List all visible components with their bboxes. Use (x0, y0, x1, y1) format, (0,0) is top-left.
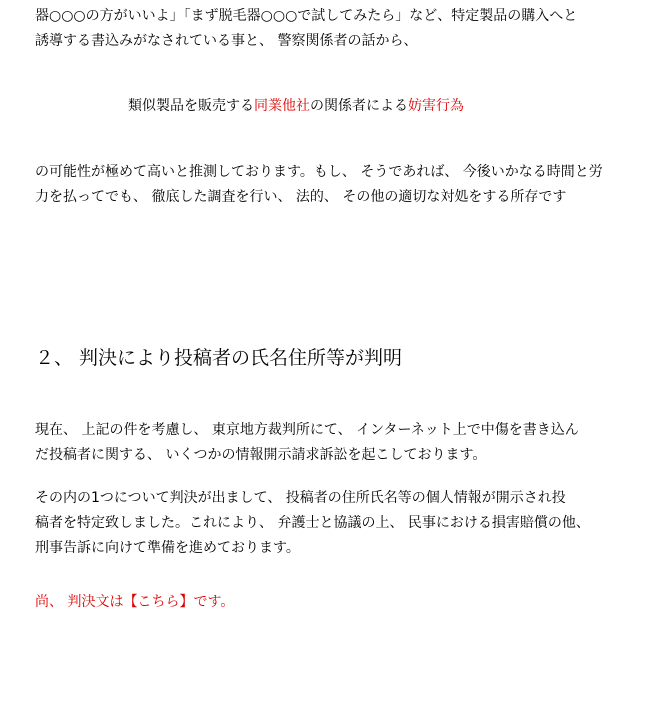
lawsuit-line-2: だ投稿者に関する、 いくつかの情報開示請求訴訟を起こしております。 (35, 447, 487, 463)
emphasis-highlight-competitor: 同業他社 (254, 98, 310, 114)
judgment-line-3: 刑事告訴に向けて準備を進めております。 (35, 540, 300, 556)
intro-line-1: 器○○○の方がいいよ」「まず脱毛器○○○で試してみたら」など、特定製品の購入へと (35, 8, 578, 24)
emphasis-statement (128, 94, 464, 119)
conclusion-line-2: 力を払ってでも、 徹底した調査を行い、 法的、 その他の適切な対処をする所存です (35, 189, 567, 205)
section-2-heading: ２、 判決により投稿者の氏名住所等が判明 (35, 347, 403, 369)
conclusion-line-1: の可能性が極めて高いと推測しております。もし、 そうであれば、 今後いかなる時間と労 (35, 164, 603, 180)
judgment-line-2: 稿者を特定致しました。これにより、 弁護士と協議の上、 民事における損害賠償の他、 (35, 515, 590, 531)
note-paragraph (35, 590, 234, 615)
emphasis-text-2: の関係者による (310, 98, 408, 114)
intro-line-2: 誘導する書込みがなされている事と、 警察関係者の話から、 (35, 33, 418, 49)
conclusion-paragraph (35, 160, 603, 210)
judgment-line-1: その内の1つについて判決が出まして、 投稿者の住所氏名等の個人情報が開示され投 (35, 490, 566, 506)
note-prefix: 尚、 (35, 594, 68, 610)
emphasis-highlight-obstruction: 妨害行為 (408, 98, 464, 114)
judgment-paragraph (35, 486, 590, 561)
intro-paragraph (35, 4, 577, 54)
lawsuit-line-1: 現在、 上記の件を考慮し、 東京地方裁判所にて、 インターネット上で中傷を書き込ん (35, 422, 579, 438)
judgment-document-link[interactable]: 判決文は【こちら】です。 (67, 594, 235, 610)
lawsuit-paragraph (35, 418, 579, 468)
emphasis-text-1: 類似製品を販売する (128, 98, 254, 114)
